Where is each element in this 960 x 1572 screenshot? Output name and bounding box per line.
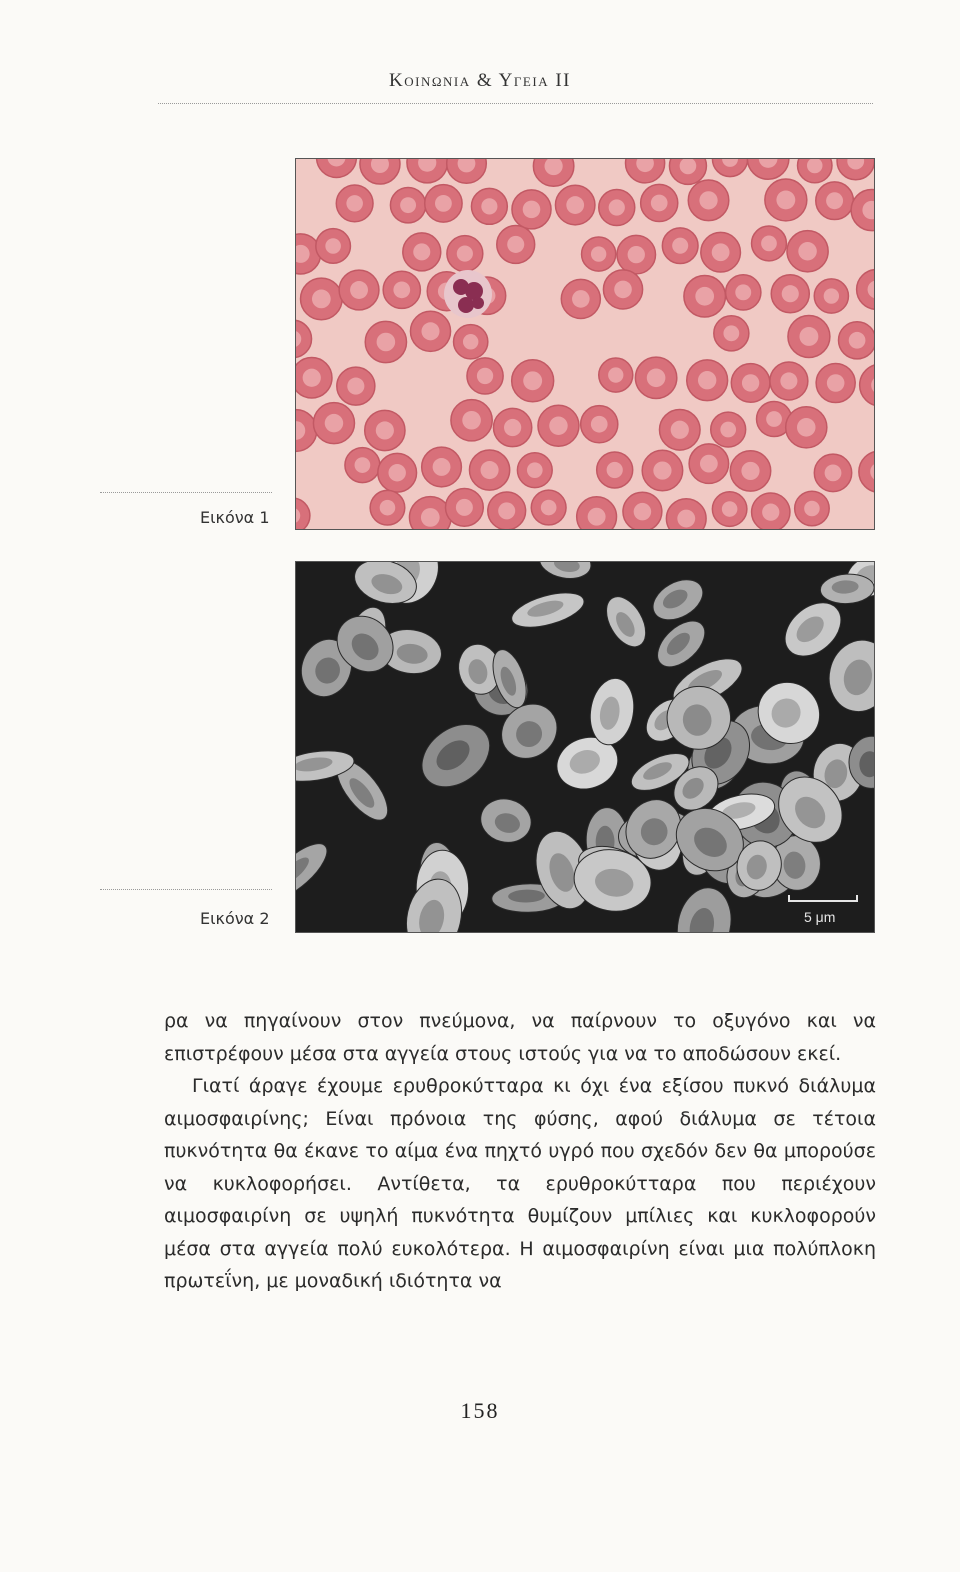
page-number: 158 (460, 1398, 500, 1423)
paragraph-1: ρα να πηγαίνουν στον πνεύμονα, να παίρνουν το οξυγόνο και να επιστρέφουν μέσα στα αγγεία στους ιστούς για να το αποδώσουν εκεί. (164, 1010, 876, 1065)
scale-bar-label: 5 μm (804, 909, 836, 925)
blood-smear-image (296, 159, 874, 529)
figure-2-sem-image (295, 561, 875, 933)
figure-2-caption: Εικόνα 2 (200, 909, 270, 928)
caption-rule-1 (100, 492, 272, 493)
sem-red-cells-image (296, 562, 874, 932)
header-rule (158, 103, 873, 104)
body-text (164, 1005, 876, 1298)
figure-1-caption: Εικόνα 1 (200, 508, 270, 527)
scale-bar (788, 895, 858, 925)
running-head: Κοινωνια & Υγεια II (389, 70, 571, 91)
figure-1-blood-smear (295, 158, 875, 530)
caption-rule-2 (100, 889, 272, 890)
paragraph-2: Γιατί άραγε έχουμε ερυθροκύτταρα κι όχι ένα εξίσου πυκνό διάλυμα αιμοσφαιρίνης; Είναι πρόνοια της φύσης, αφού διάλυμα σε τέτοια πυκνότητα θα έκανε το αίμα ένα πηχτό υγρό που σχεδόν δεν θα μπορούσε να κυκλοφορήσει. Αντίθετα, τα ερυθροκύτταρα που περιέχουν αιμοσφαιρίνη σε υψηλή πυκνότητα θυμίζουν μπίλιες και κυκλοφορούν μέσα στα αγγεία πολύ ευκολότερα. Η αιμοσφαιρίνη είναι μια πολύπλοκη πρωτεΐνη, με μοναδική ιδιότητα να (164, 1075, 876, 1292)
